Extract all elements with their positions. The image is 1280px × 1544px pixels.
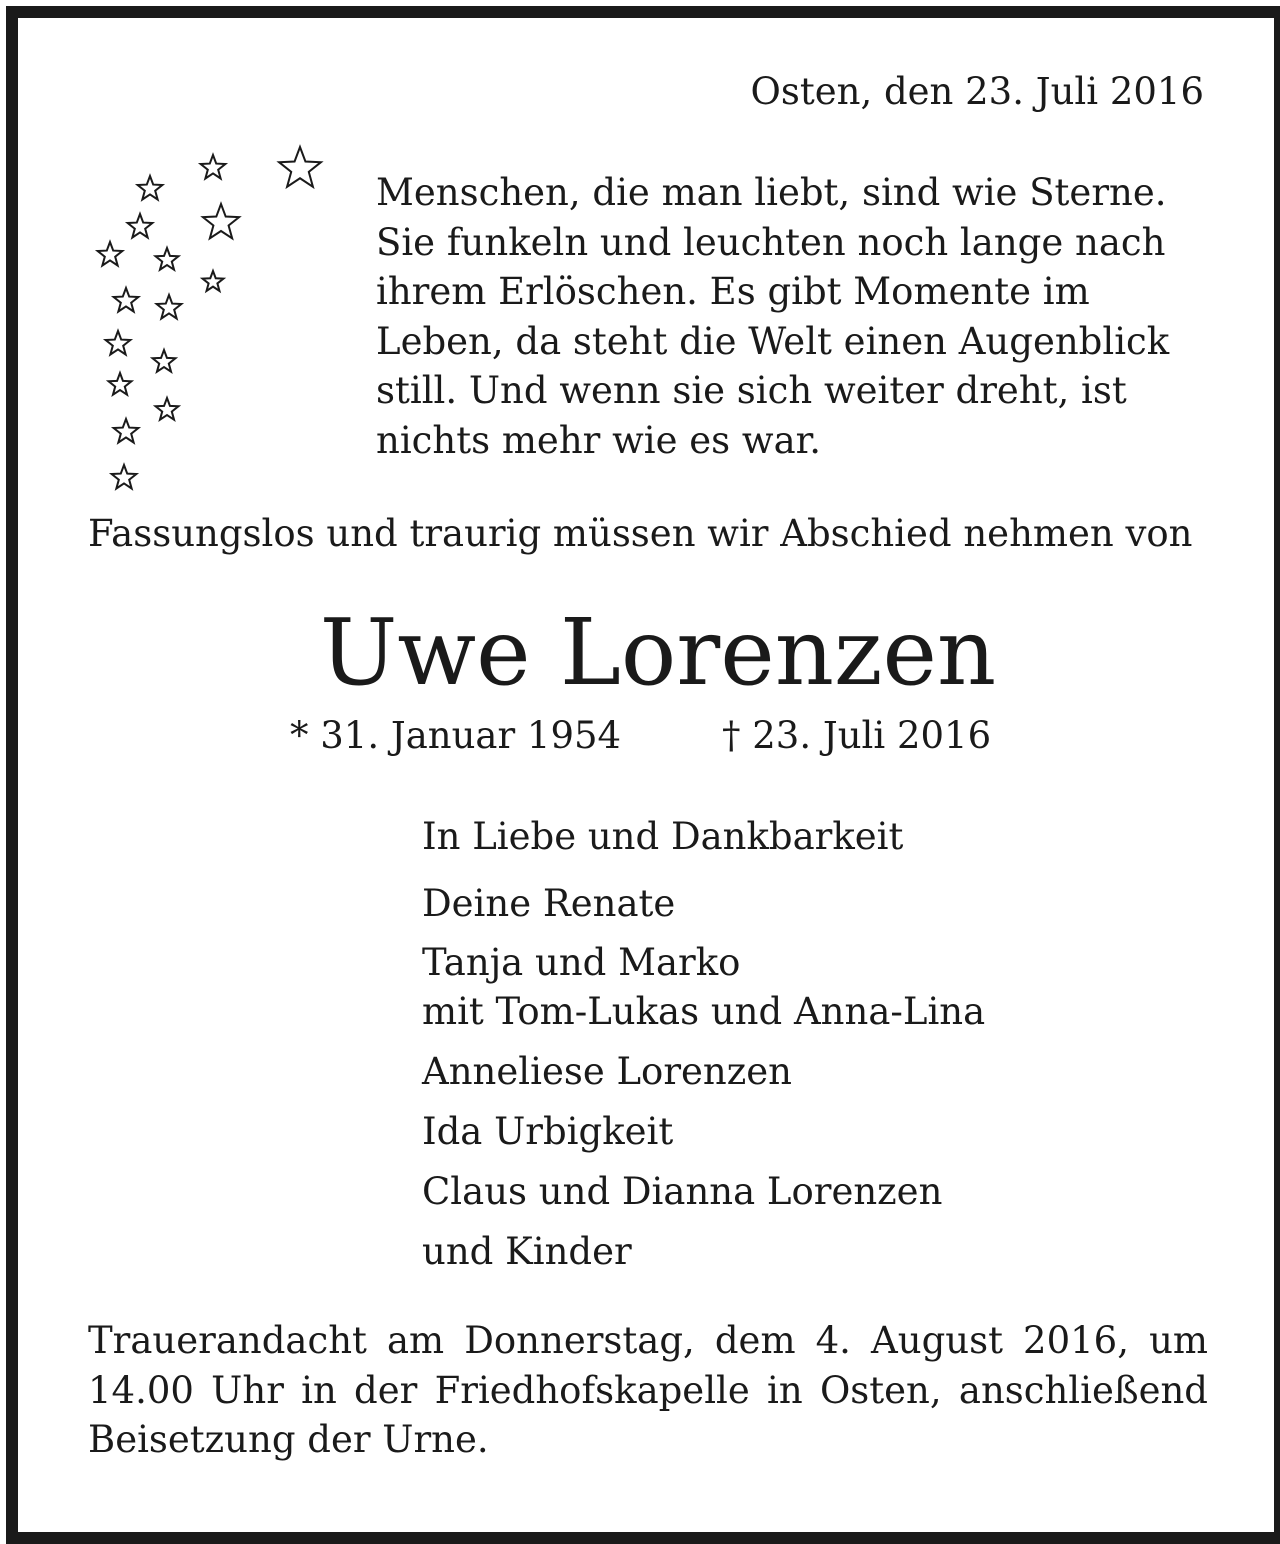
quote-line: Sie funkeln und leuchten noch lange nach (376, 220, 1166, 264)
service-line: Trauerandacht am Donnerstag, dem 4. August 2016, um (88, 1319, 1208, 1362)
quote-line: nichts mehr wie es war. (376, 418, 822, 462)
star-outline-icon (138, 176, 163, 200)
mourner-name: mit Tom-Lukas und Anna-Lina (422, 990, 986, 1033)
mourner-entry (422, 1047, 1222, 1096)
stars-decoration (88, 130, 348, 510)
star-outline-icon (201, 155, 226, 179)
farewell-intro: Fassungslos und traurig müssen wir Abschied nehmen von (88, 512, 1193, 555)
mourner-name: Deine Renate (422, 882, 676, 925)
service-line: Beisetzung der Urne. (88, 1418, 489, 1461)
mourners-list (422, 812, 1222, 1287)
dedication-text: In Liebe und Dankbarkeit (422, 815, 904, 858)
star-outline-icon (157, 295, 182, 319)
mourner-name: Claus und Dianna Lorenzen (422, 1170, 943, 1213)
place-and-date: Osten, den 23. Juli 2016 (750, 70, 1204, 113)
star-outline-icon (114, 419, 139, 443)
star-outline-icon (153, 350, 176, 372)
star-outline-icon (279, 147, 321, 187)
star-outline-icon (156, 398, 179, 420)
star-outline-icon (109, 373, 132, 395)
death-date: † 23. Juli 2016 (722, 714, 992, 757)
mourner-entry (422, 1167, 1222, 1216)
stars-graphic (88, 130, 348, 510)
mourner-entry (422, 879, 1222, 928)
service-line: 14.00 Uhr in der Friedhofskapelle in Osten, anschließend (88, 1368, 1208, 1412)
quote-line: Menschen, die man liebt, sind wie Sterne. (376, 171, 1167, 214)
mourner-name: Anneliese Lorenzen (422, 1050, 792, 1093)
star-outline-icon (156, 248, 179, 270)
mourner-entry (422, 1107, 1222, 1156)
quote-line: ihrem Erlöschen. Es gibt Momente im (376, 270, 1090, 313)
star-outline-icon (106, 331, 131, 355)
star-outline-icon (98, 242, 123, 266)
mourner-name: Ida Urbigkeit (422, 1110, 674, 1153)
memorial-quote (376, 168, 1216, 465)
star-outline-icon (114, 288, 139, 312)
deceased-name: Uwe Lorenzen (319, 599, 997, 706)
mourner-name: Tanja und Marko (422, 941, 741, 984)
obituary-notice (18, 18, 1274, 1532)
star-outline-icon (203, 204, 239, 238)
quote-line: still. Und wenn sie sich weiter dreht, ist (376, 369, 1127, 412)
funeral-service-info (88, 1316, 1208, 1465)
mourner-entry (422, 938, 1222, 1036)
mourner-entry (422, 1227, 1222, 1276)
star-outline-icon (128, 214, 153, 238)
quote-line: Leben, da steht die Welt einen Augenblick (376, 319, 1170, 363)
star-outline-icon (203, 271, 224, 291)
birth-date: * 31. Januar 1954 (290, 714, 622, 757)
star-outline-icon (112, 465, 137, 489)
dedication-line (422, 812, 1222, 861)
mourner-name: und Kinder (422, 1230, 632, 1273)
